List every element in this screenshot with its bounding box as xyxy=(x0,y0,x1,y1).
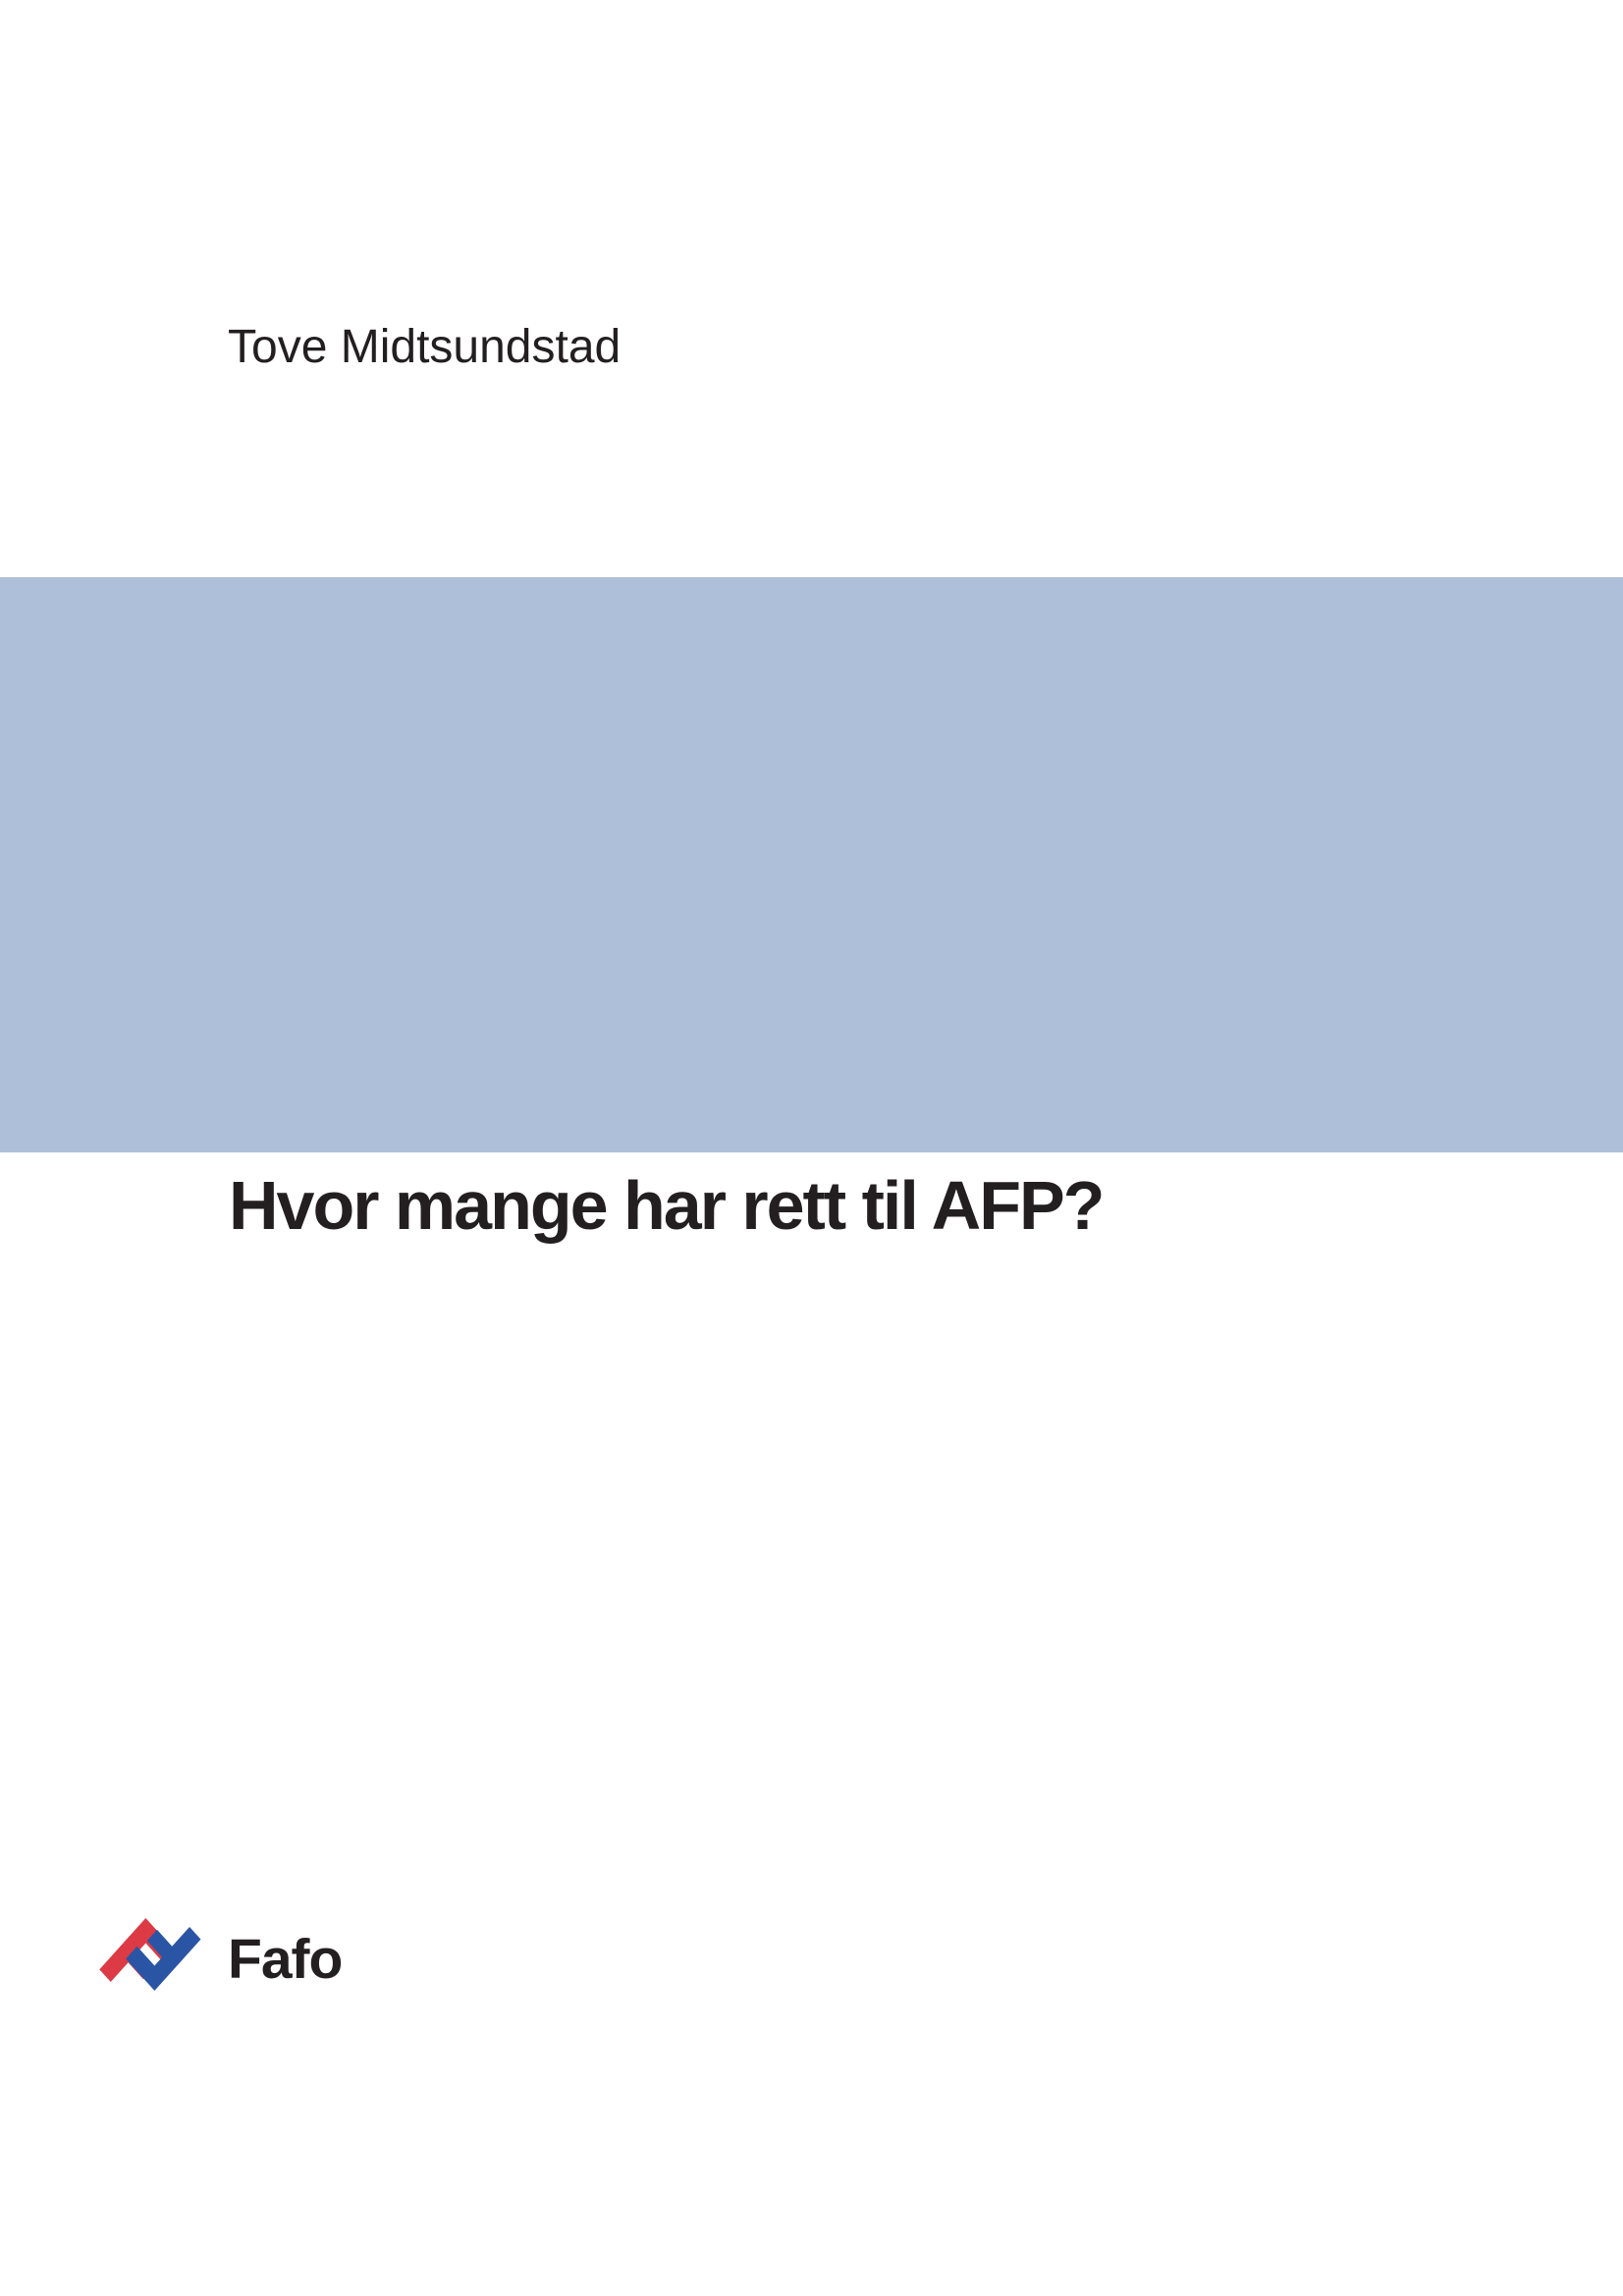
fafo-blue-f-icon xyxy=(126,1916,200,1991)
fafo-logo xyxy=(96,1916,343,1993)
author-name: Tove Midtsundstad xyxy=(228,321,622,373)
title-band xyxy=(0,577,1623,1244)
report-title: Hvor mange har rett til AFP? xyxy=(229,1167,1104,1244)
fafo-wordmark: Fafo xyxy=(228,1928,343,1991)
fafo-logo-mark-icon xyxy=(96,1916,202,1993)
